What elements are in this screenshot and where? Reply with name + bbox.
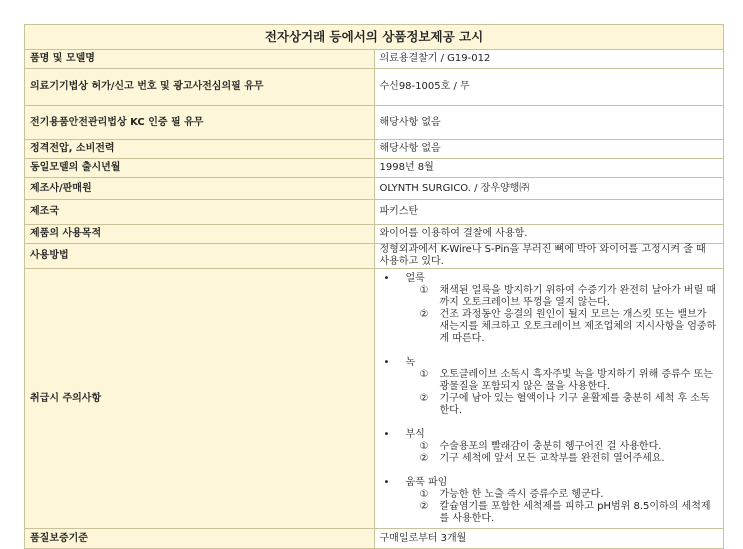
notes-section — [380, 357, 719, 417]
item-number: ② — [419, 309, 429, 320]
table-row — [25, 529, 724, 549]
row-label: 의료기기법상 허가/신고 번호 및 광고사전심의필 유무 — [25, 69, 375, 106]
row-value: 의료용결찰기 / G19-012 — [374, 50, 724, 69]
table-row — [25, 159, 724, 178]
row-value: 구매일로부터 3개월 — [374, 529, 724, 549]
item-text: 수술용포의 빨래감이 충분히 헹구어진 걸 사용한다. — [439, 441, 662, 452]
row-value: 해당사항 없음 — [374, 140, 724, 159]
row-label: 동일모델의 출시년월 — [25, 159, 375, 178]
table-row — [25, 106, 724, 140]
table-row — [25, 178, 724, 200]
table-row — [25, 140, 724, 159]
bullet-icon: • — [383, 477, 390, 488]
row-value: 와이어를 이용하여 결찰에 사용함. — [374, 225, 724, 244]
notes-section — [380, 273, 719, 345]
bullet-icon: • — [383, 429, 390, 440]
item-number: ② — [419, 393, 429, 404]
precautions-notes — [374, 269, 724, 529]
section-title: 부식 — [405, 429, 425, 440]
row-label: 제조국 — [25, 200, 375, 225]
item-number: ① — [419, 441, 429, 452]
item-number: ① — [419, 489, 429, 500]
table-row — [25, 50, 724, 69]
row-value: 파키스탄 — [374, 200, 724, 225]
row-value: 정형외과에서 K-Wire나 S-Pin을 부러진 뼈에 박아 와이어를 고정시켜 줄 때 사용하고 있다. — [374, 244, 724, 269]
row-value: 수신98-1005호 / 무 — [374, 69, 724, 106]
item-text: 건조 과정동안 응결의 원인이 될지 모르는 개스킷 또는 밸브가 새는지를 체크하고 오토크레이브 제조업체의 지시사항을 엄중하게 따른다. — [439, 309, 717, 344]
row-label: 품질보증기준 — [25, 529, 375, 549]
item-text: 가능한 한 노출 즉시 증류수로 헹군다. — [439, 489, 604, 500]
row-label: 제조사/판매원 — [25, 178, 375, 200]
bullet-icon: • — [383, 357, 390, 368]
row-label: 전기용품안전관리법상 KC 인증 필 유무 — [25, 106, 375, 140]
item-number: ① — [419, 285, 429, 296]
notes-section — [380, 477, 719, 525]
table-row — [25, 269, 724, 529]
product-info-table — [24, 24, 724, 549]
table-row — [25, 244, 724, 269]
section-title: 녹 — [405, 357, 416, 368]
item-text: 기구에 남아 있는 혈액이나 기구 윤활제를 충분히 세척 후 소독한다. — [439, 393, 710, 416]
bullet-icon: • — [383, 273, 390, 284]
item-number: ② — [419, 501, 429, 512]
row-value: OLYNTH SURGICO. / 장우양행㈜ — [374, 178, 724, 200]
item-text: 오토클레이브 소독시 흑자주빛 녹을 방지하기 위해 증류수 또는 광물질을 포함되지 않은 물을 사용한다. — [439, 369, 713, 392]
row-value: 1998년 8월 — [374, 159, 724, 178]
item-text: 칼슘염기를 포함한 세척제를 피하고 pH범위 8.5이하의 세척제를 사용한다. — [439, 501, 711, 524]
table-row — [25, 69, 724, 106]
item-number: ② — [419, 453, 429, 464]
row-label: 제품의 사용목적 — [25, 225, 375, 244]
table-row — [25, 200, 724, 225]
section-title: 움푹 파임 — [405, 477, 448, 488]
row-value: 해당사항 없음 — [374, 106, 724, 140]
title-row — [25, 25, 724, 50]
item-number: ① — [419, 369, 429, 380]
notice-title: 전자상거래 등에서의 상품정보제공 고시 — [25, 25, 724, 50]
section-title: 얼룩 — [405, 273, 425, 284]
product-info-notice — [24, 24, 724, 549]
row-label: 정격전압, 소비전력 — [25, 140, 375, 159]
row-label: 사용방법 — [25, 244, 375, 269]
notes-section — [380, 429, 719, 465]
table-row — [25, 225, 724, 244]
item-text: 채색된 얼룩을 방지하기 위하여 수증기가 완전히 날아가 버릴 때까지 오토크레이브 뚜껑을 열지 않는다. — [439, 285, 717, 308]
item-text: 기구 세척에 앞서 모든 교착부를 완전히 열어주세요. — [439, 453, 665, 464]
row-label: 취급시 주의사항 — [25, 269, 375, 529]
row-label: 품명 및 모델명 — [25, 50, 375, 69]
